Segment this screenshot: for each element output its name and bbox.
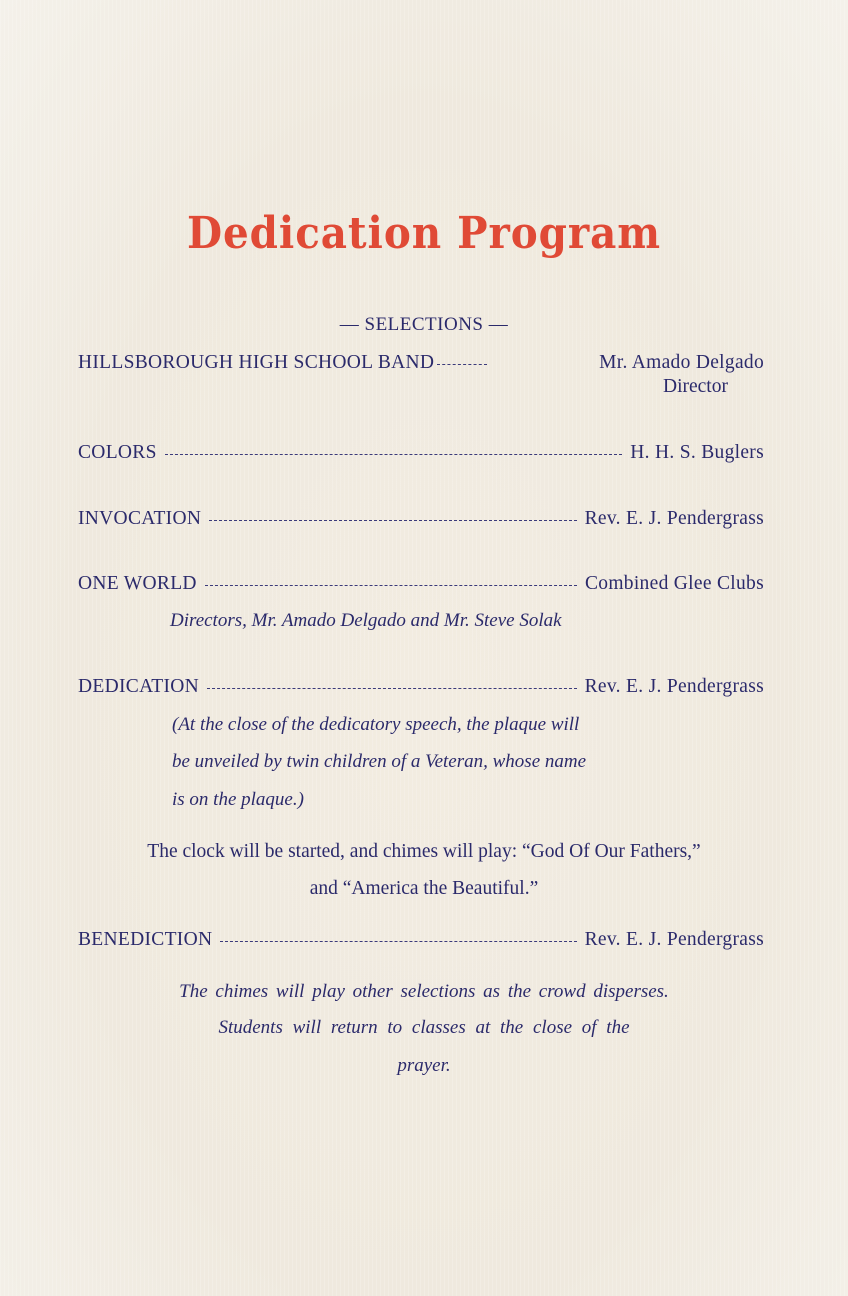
- item-label: DEDICATION: [78, 676, 200, 697]
- item-role: Director: [663, 376, 728, 397]
- program-item-benediction: [78, 929, 764, 951]
- clock-line: and “America the Beautiful.”: [309, 878, 539, 899]
- program-item-invocation: [78, 508, 764, 530]
- dedication-note-line: is on the plaque.): [172, 789, 304, 810]
- item-label: ONE WORLD: [78, 573, 197, 594]
- closing-line: Students will return to classes at the close of the: [218, 1017, 630, 1038]
- item-performer: Rev. E. J. Pendergrass: [584, 676, 764, 697]
- dedication-note-line: be unveiled by twin children of a Veteran, whose name: [172, 751, 587, 772]
- program-item-dedication: [78, 676, 764, 698]
- program-item-band: [78, 352, 764, 374]
- item-performer: Mr. Amado Delgado: [599, 352, 764, 373]
- item-label: COLORS: [78, 442, 157, 463]
- dotted-leader: [220, 941, 576, 942]
- closing-line: prayer.: [397, 1055, 451, 1076]
- dotted-leader: [205, 585, 577, 586]
- clock-line: The clock will be started, and chimes will play: “God Of Our Fathers,”: [147, 841, 701, 862]
- program-title: Dedication Program: [186, 208, 662, 259]
- dotted-leader: [437, 364, 487, 365]
- dedication-note-line: (At the close of the dedicatory speech, the plaque will: [172, 714, 580, 735]
- selections-heading: — SELECTIONS —: [339, 314, 509, 335]
- item-performer: Rev. E. J. Pendergrass: [584, 929, 764, 950]
- item-note: Directors, Mr. Amado Delgado and Mr. Steve Solak: [170, 610, 562, 631]
- item-label: HILLSBOROUGH HIGH SCHOOL BAND: [78, 352, 435, 373]
- closing-line: The chimes will play other selections as the crowd disperses.: [179, 981, 669, 1002]
- item-performer: Rev. E. J. Pendergrass: [584, 508, 764, 529]
- item-label: BENEDICTION: [78, 929, 213, 950]
- item-performer: H. H. S. Buglers: [630, 442, 764, 463]
- dotted-leader: [209, 520, 576, 521]
- dotted-leader: [207, 688, 577, 689]
- dotted-leader: [165, 454, 623, 455]
- item-label: INVOCATION: [78, 508, 202, 529]
- item-performer: Combined Glee Clubs: [584, 573, 764, 594]
- program-item-one-world: [78, 573, 764, 595]
- program-item-colors: [78, 442, 764, 464]
